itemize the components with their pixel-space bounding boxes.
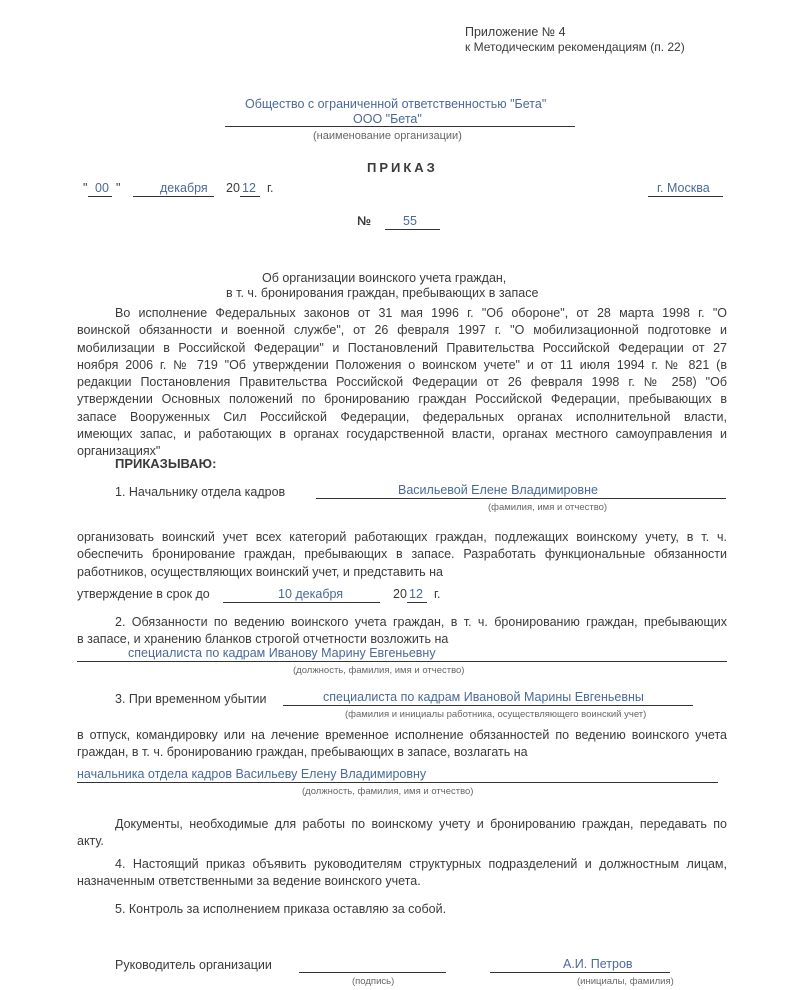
item4-line: 4. Настоящий приказ объявить руководителям структурных подразделений и должностным лицам,: [115, 857, 727, 871]
number-underline: [385, 229, 440, 230]
item1-person-underline: [316, 498, 726, 499]
item2-person: специалиста по кадрам Иванову Марину Евгеньевну: [128, 646, 436, 660]
item4-paragraph: [77, 856, 727, 891]
appendix-line-1: Приложение № 4: [465, 25, 566, 39]
preamble-line: мобилизации в Российской Федерации" и Постановлений Правительства Российской Федерации от 27: [77, 340, 727, 355]
signature-caption: (подпись): [352, 976, 395, 987]
preamble-line: ноября 2006 г. № 719 "Об утверждении Положения о воинском учете" и от 11 июля 1994 г. № 821 (в: [77, 357, 727, 372]
preamble-line: воинской обязанности и военной службе", от 26 февраля 1997 г. "О мобилизационной подготовке и: [77, 323, 727, 338]
preamble-line: редакции Постановления Правительства Российской Федерации от 26 февраля 1998 г. № 258) "Об: [77, 375, 727, 390]
item3-label: 3. При временном убытии: [115, 692, 267, 706]
date-quote-close: ": [116, 181, 121, 195]
org-caption: (наименование организации): [313, 130, 462, 142]
year-underline: [240, 196, 260, 197]
deadline-underline: [223, 602, 380, 603]
item2-line: 2. Обязанности по ведению воинского учета граждан, в т. ч. бронированию граждан, пребывающих: [115, 615, 727, 629]
order-number: 55: [403, 214, 417, 228]
preamble-paragraph: [77, 305, 727, 461]
signatory-name: А.И. Петров: [563, 957, 633, 971]
deadline-year-unit: г.: [434, 587, 441, 601]
preamble-line: Во исполнение Федеральных законов от 31 мая 1996 г. "Об обороне", от 28 марта 1998 г. "О: [115, 306, 727, 320]
preamble-line: организациях": [77, 444, 161, 459]
signatory-underline: [490, 972, 670, 973]
item1-line: организовать воинский учет всех категорий работающих граждан, подлежащих воинскому учету, в т. ч.: [77, 530, 727, 544]
order-city: г. Москва: [657, 181, 710, 195]
deadline-year-underline: [407, 602, 427, 603]
item3-paragraph: [77, 727, 727, 762]
item1-person: Васильевой Елене Владимировне: [398, 483, 598, 497]
documents-paragraph: [77, 816, 727, 851]
item5-line: 5. Контроль за исполнением приказа оставляю за собой.: [115, 902, 447, 916]
heading-line-1: Об организации воинского учета граждан,: [262, 271, 507, 285]
item4-line: назначенным ответственными за ведение воинского учета.: [77, 874, 421, 889]
org-short-name: ООО "Бета": [353, 112, 422, 126]
order-year-prefix: 20: [226, 181, 240, 195]
order-number-label: №: [357, 214, 371, 228]
city-underline: [648, 196, 723, 197]
item3-line: в отпуск, командировку или на лечение временное исполнение обязанностей по ведению воинского учета: [77, 728, 727, 742]
order-month: декабря: [160, 181, 208, 195]
item3-caption-2: (должность, фамилия, имя и отчество): [302, 786, 474, 797]
item2-person-underline: [77, 661, 727, 662]
order-word: ПРИКАЗЫВАЮ:: [115, 456, 217, 471]
day-underline: [88, 196, 112, 197]
order-day: 00: [95, 181, 109, 195]
item2-paragraph: [77, 614, 727, 649]
preamble-line: утверждении Основных положений по бронированию граждан Российской Федерации, пребывающих в: [77, 392, 727, 407]
appendix-line-2: к Методическим рекомендациям (п. 22): [465, 40, 685, 54]
approval-deadline: 10 декабря: [278, 587, 344, 601]
item2-caption: (должность, фамилия, имя и отчество): [293, 665, 465, 676]
order-title: ПРИКАЗ: [367, 160, 438, 175]
item1-label: 1. Начальнику отдела кадров: [115, 485, 286, 499]
item3-substitute-underline: [77, 782, 718, 783]
deadline-year-suffix: 12: [409, 587, 423, 601]
preamble-line: имеющих запас, и работающих в органах государственной власти, органах местного самоуправления и: [77, 427, 727, 442]
org-full-name: Общество с ограниченной ответственностью "Бета": [245, 97, 547, 111]
item3-caption: (фамилия и инициалы работника, осуществляющего воинский учет): [345, 709, 647, 720]
item1-line: работников, осуществляющих воинский учет, и представить на: [77, 564, 444, 579]
documents-line: Документы, необходимые для работы по воинскому учету и бронированию граждан, передавать по: [115, 817, 727, 831]
order-year-suffix: 12: [242, 181, 256, 195]
order-year-unit: г.: [267, 181, 274, 195]
item3-person: специалиста по кадрам Ивановой Марины Евгеньевны: [323, 690, 644, 704]
date-quote-open: ": [83, 181, 88, 195]
item1-line: обеспечить бронирование граждан, пребывающих в запасе. Разработать функциональные обязанности: [77, 547, 727, 562]
documents-line: акту.: [77, 834, 104, 849]
item3-line: граждан, в т. ч. бронированию граждан, пребывающих в запасе, возлагать на: [77, 745, 528, 760]
item2-line: в запасе, и хранению бланков строгой отчетности возложить на: [77, 632, 449, 647]
org-underline: [225, 126, 575, 127]
deadline-year-prefix: 20: [393, 587, 407, 601]
item1-caption: (фамилия, имя и отчество): [488, 502, 608, 513]
heading-line-2: в т. ч. бронирования граждан, пребывающих в запасе: [226, 286, 539, 300]
item3-substitute: начальника отдела кадров Васильеву Елену Владимировну: [77, 767, 427, 781]
signature-label: Руководитель организации: [115, 958, 272, 972]
preamble-line: запасе Вооруженных Сил Российской Федерации, федеральных органах исполнительной власти,: [77, 409, 727, 424]
item3-person-underline: [283, 705, 693, 706]
month-underline: [133, 196, 214, 197]
signatory-caption: (инициалы, фамилия): [577, 976, 674, 987]
item1-paragraph: [77, 529, 727, 581]
approval-label: утверждение в срок до: [77, 587, 210, 601]
signature-underline: [299, 972, 446, 973]
